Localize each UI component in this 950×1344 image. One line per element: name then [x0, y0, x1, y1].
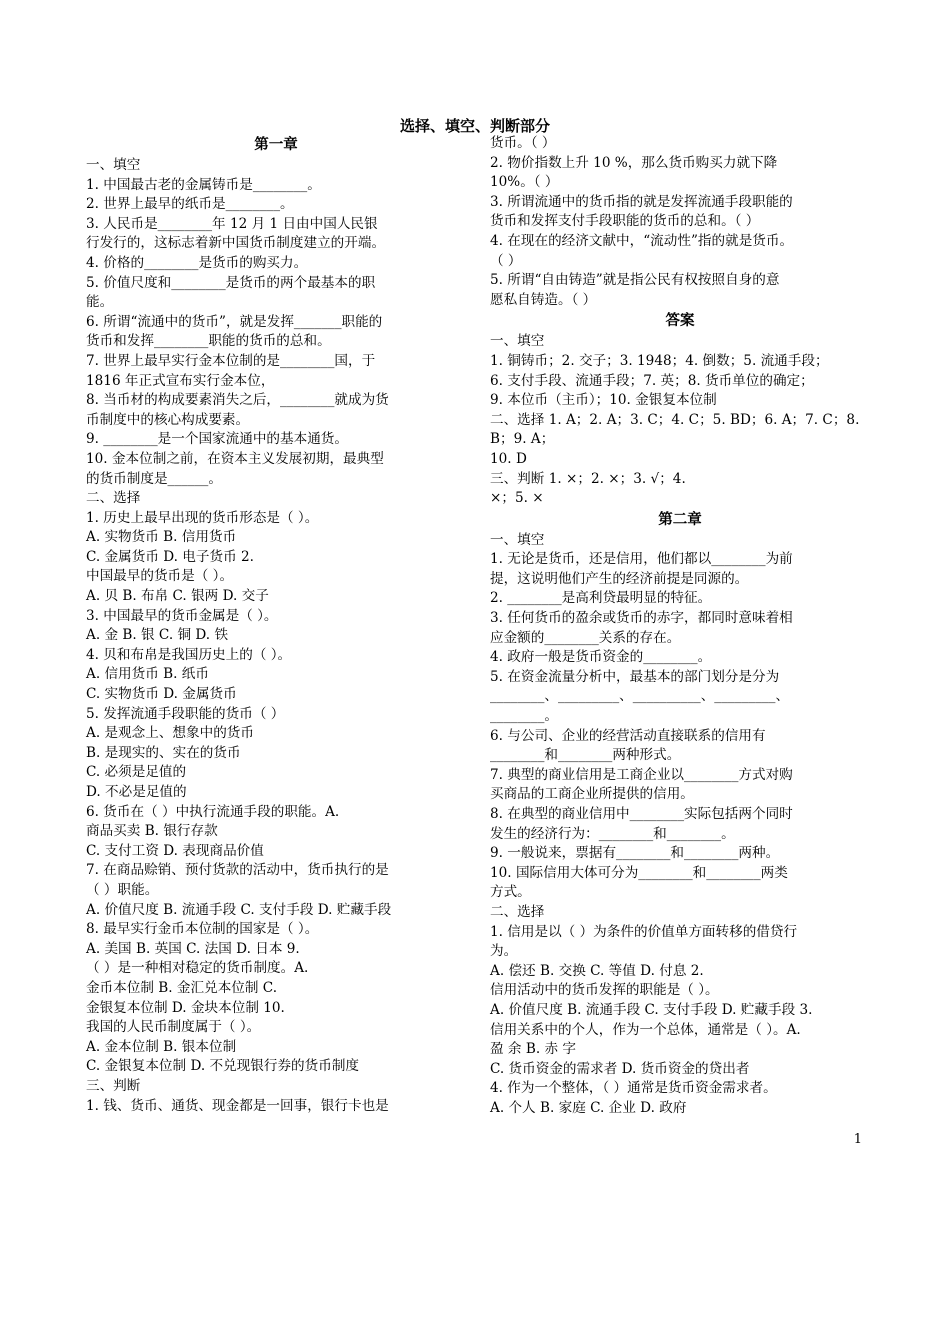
text-line: 7. 典型的商业信用是工商企业以________方式对购 — [490, 766, 793, 783]
text-line: 商品买卖 B. 银行存款 — [86, 823, 218, 840]
text-line: 2. ________是高利贷最明显的特征。 — [490, 590, 712, 607]
text-line: 5. 发挥流通手段职能的货币（ ） — [86, 705, 285, 722]
text-line: 6. 支付手段、流通手段；7. 英；8. 货币单位的确定； — [490, 372, 814, 389]
text-line: A. 价值尺度 B. 流通手段 C. 支付手段 D. 贮藏手段 — [86, 901, 392, 918]
text-line: （ ） — [490, 252, 522, 269]
text-line: 5. 价值尺度和________是货币的两个最基本的职 — [86, 274, 376, 291]
text-line: 信用活动中的货币发挥的职能是（ ）。 — [490, 982, 719, 999]
text-line: C. 金属货币 D. 电子货币 2. — [86, 548, 254, 565]
text-line: 1. 中国最古老的金属铸币是________。 — [86, 176, 321, 193]
text-line: 3. 所谓流通中的货币指的就是发挥流通手段职能的 — [490, 193, 793, 210]
text-line: 1816 年正式宣布实行金本位， — [86, 372, 275, 389]
text-line: A. 贝 B. 布帛 C. 银两 D. 交子 — [86, 588, 269, 605]
text-line: 10. D — [490, 450, 527, 467]
text-line: 为。 — [490, 943, 518, 960]
text-line: 8. 在典型的商业信用中________实际包括两个同时 — [490, 806, 793, 822]
text-line: 信用关系中的个人，作为一个总体，通常是（ ）。A. — [490, 1021, 801, 1038]
text-line: 4. 在现在的经济文献中，“流动性”指的就是货币。 — [490, 232, 794, 249]
chapter-heading: 第二章 — [658, 510, 702, 528]
text-line: 1. 信用是以（ ）为条件的价值单方面转移的借贷行 — [490, 923, 798, 940]
text-line: 8. 最早实行金币本位制的国家是（ ）。 — [86, 921, 319, 938]
text-line: 发生的经济行为：________和________。 — [490, 825, 735, 842]
text-line: 行发行的，这标志着新中国货币制度建立的开端。 — [86, 235, 386, 252]
text-line: 9. 本位币（主币）；10. 金银复本位制 — [490, 392, 717, 409]
text-line: C. 实物货币 D. 金属货币 — [86, 686, 237, 703]
text-line: A. 是观念上、想象中的货币 — [86, 725, 254, 742]
text-line: 4. 作为一个整体，（ ）通常是货币资金需求者。 — [490, 1080, 777, 1097]
text-line: 一、填空 — [490, 333, 545, 350]
chapter-heading: 答案 — [665, 312, 695, 330]
text-line: 9. 一般说来，票据有________和________两种。 — [490, 845, 780, 862]
text-line: 的货币制度是______。 — [86, 470, 222, 487]
text-line: 货币。（ ） — [490, 135, 556, 151]
text-line: 7. 在商品赊销、预付货款的活动中，货币执行的是 — [86, 862, 389, 879]
text-line: B. 是现实的、实在的货币 — [86, 744, 241, 761]
text-line: A. 价值尺度 B. 流通手段 C. 支付手段 D. 贮藏手段 3. — [490, 1001, 813, 1018]
text-line: C. 必须是足值的 — [86, 764, 187, 781]
text-line: A. 个人 B. 家庭 C. 企业 D. 政府 — [490, 1099, 687, 1116]
text-line: ________。 — [490, 708, 558, 725]
text-line: ×；5. × — [490, 490, 544, 507]
text-line: ________和________两种形式。 — [490, 747, 681, 764]
text-line: 6. 与公司、企业的经营活动直接联系的信用有 — [490, 727, 766, 744]
text-line: A. 偿还 B. 交换 C. 等值 D. 付息 2. — [490, 962, 704, 979]
text-line: 1. 铜铸币；2. 交子；3. 1948；4. 倒数；5. 流通手段； — [490, 352, 829, 369]
text-line: 三、判断 — [86, 1077, 141, 1094]
right-column — [490, 134, 870, 1119]
text-line: 10. 金本位制之前，在资本主义发展初期，最典型 — [86, 450, 384, 467]
text-line: D. 不必是足值的 — [86, 784, 187, 800]
text-line: 买商品的工商企业所提供的信用。 — [490, 786, 694, 803]
text-line: 二、选择 1. A；2. A；3. C；4. C；5. BD；6. A；7. C；8. — [490, 411, 860, 428]
text-line: 1. 历史上最早出现的货币形态是（ ）。 — [86, 509, 319, 526]
text-line: A. 金 B. 银 C. 铜 D. 铁 — [86, 627, 229, 644]
text-line: 5. 在资金流量分析中，最基本的部门划分是分为 — [490, 668, 780, 685]
text-line: 能。 — [86, 294, 114, 311]
text-line: 4. 政府一般是货币资金的________。 — [490, 649, 712, 666]
page-number: 1 — [853, 1132, 862, 1147]
text-line: 一、填空 — [86, 157, 141, 173]
text-line: 1. 无论是货币，还是信用，他们都以________为前 — [490, 551, 793, 568]
text-line: 愿私自铸造。（ ） — [490, 291, 597, 308]
text-line: 我国的人民币制度属于（ ）。 — [86, 1019, 261, 1036]
text-line: A. 美国 B. 英国 C. 法国 D. 日本 9. — [86, 940, 300, 957]
page-title: 选择、填空、判断部分 — [399, 117, 550, 135]
text-line: 9. ________是一个国家流通中的基本通货。 — [86, 431, 348, 448]
text-line: C. 货币资金的需求者 D. 货币资金的贷出者 — [490, 1060, 750, 1077]
text-line: （ ）是一种相对稳定的货币制度。A. — [86, 960, 309, 977]
text-line: 10. 国际信用大体可分为________和________两类 — [490, 864, 788, 881]
text-line: A. 信用货币 B. 纸币 — [86, 666, 209, 683]
text-line: 应金额的________关系的存在。 — [490, 629, 681, 646]
text-line: 二、选择 — [490, 903, 545, 920]
text-line: 盈 余 B. 赤 字 — [490, 1041, 576, 1058]
text-line: 货币和发挥________职能的货币的总和。 — [86, 333, 331, 350]
text-line: C. 金银复本位制 D. 不兑现银行券的货币制度 — [86, 1058, 360, 1075]
text-line: 一、填空 — [490, 531, 545, 548]
text-line: 方式。 — [490, 884, 531, 901]
text-line: 5. 所谓“自由铸造”就是指公民有权按照自身的意 — [490, 272, 780, 289]
text-line: 币制度中的核心构成要素。 — [86, 411, 250, 428]
chapter-heading: 第一章 — [254, 136, 298, 153]
text-line: 8. 当币材的构成要素消失之后，________就成为货 — [86, 392, 389, 409]
text-line: A. 实物货币 B. 信用货币 — [86, 529, 237, 546]
text-line: 金银复本位制 D. 金块本位制 10. — [86, 999, 285, 1016]
text-line: C. 支付工资 D. 表现商品价值 — [86, 842, 264, 859]
text-line: 1. 钱、货币、通货、现金都是一回事，银行卡也是 — [86, 1097, 389, 1114]
text-line: 7. 世界上最早实行金本位制的是________国，于 — [86, 352, 376, 369]
text-line: 二、选择 — [86, 490, 141, 507]
text-line: ________、_________、__________、_________、 — [490, 688, 790, 705]
text-line: 货币和发挥支付手段职能的货币的总和。（ ） — [490, 213, 760, 230]
text-line: B；9. A； — [490, 431, 555, 448]
text-line: 提，这说明他们产生的经济前提是同源的。 — [490, 570, 749, 587]
text-line: 6. 所谓“流通中的货币”，就是发挥_______职能的 — [86, 313, 383, 330]
text-line: A. 金本位制 B. 银本位制 — [86, 1038, 237, 1055]
text-line: 3. 任何货币的盈余或货币的赤字，都同时意味着相 — [490, 610, 793, 627]
text-line: 3. 人民币是________年 12 月 1 日由中国人民银 — [86, 215, 378, 232]
text-line: 中国最早的货币是（ ）。 — [86, 568, 234, 585]
text-line: 4. 价格的________是货币的购买力。 — [86, 254, 308, 271]
text-line: 6. 货币在（ ）中执行流通手段的职能。A. — [86, 803, 340, 820]
text-line: 10%。（ ） — [490, 174, 559, 191]
text-line: （ ）职能。 — [86, 881, 159, 898]
text-line: 2. 世界上最早的纸币是________。 — [86, 196, 294, 213]
text-line: 金币本位制 B. 金汇兑本位制 C. — [86, 979, 278, 996]
text-line: 三、判断 1. ×；2. ×；3. √；4. — [490, 470, 686, 487]
text-line: 4. 贝和布帛是我国历史上的（ ）。 — [86, 646, 292, 663]
text-line: 2. 物价指数上升 10 %，那么货币购买力就下降 — [490, 154, 778, 171]
text-line: 3. 中国最早的货币金属是（ ）。 — [86, 607, 278, 624]
left-column — [86, 134, 466, 1116]
